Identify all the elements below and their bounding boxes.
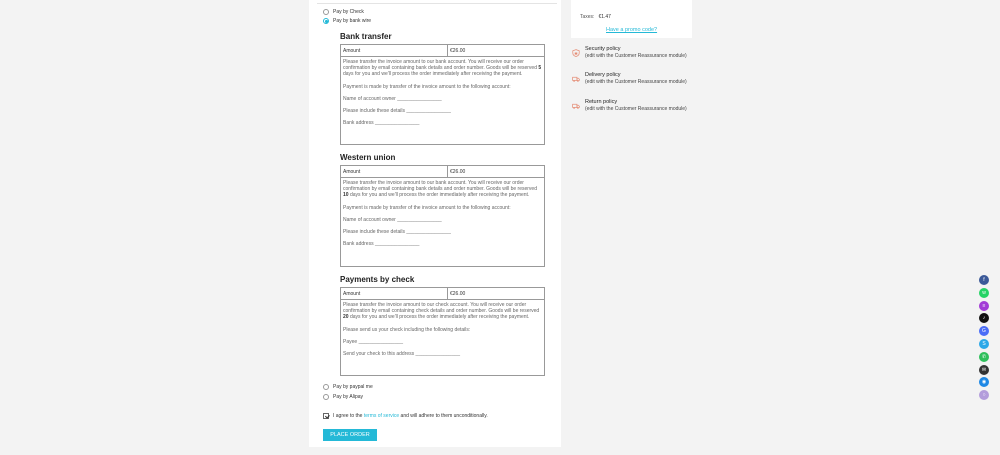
reassurance-return (572, 99, 692, 112)
instruction-text: Payment is made by transfer of the invoice amount to the following account: (343, 83, 511, 90)
instruction-text: Payment is made by transfer of the invoice amount to the following account: (343, 204, 511, 211)
payment-option-label: Pay by Check (333, 9, 364, 15)
chat-toggle-icon[interactable]: ○ (979, 390, 989, 400)
payment-instructions: Please transfer the invoice amount to our bank account. You will receive our order confirmation by email containing bank details and order number. Goods will be reserved 10 days for you and we'll process the order immediately after receiving the payment. Payment is made by transfer of the invoice amount to the following account: Name of account owner ________________ Please include these details ________________ Bank address ________________ (340, 178, 545, 267)
whatsapp-icon[interactable]: w (979, 288, 989, 298)
terms-checkbox[interactable] (323, 413, 329, 419)
amount-label: Amount (341, 288, 448, 299)
payment-option-label: Pay by paypal me (333, 384, 373, 390)
payment-instructions: Please transfer the invoice amount to our bank account. You will receive our order confirmation by email containing bank details and order number. Goods will be reserved 5 days for you and we'll process the order immediately after receiving the payment. Payment is made by transfer of the invoice amount to the following account: Name of account owner ________________ Please include these details ________________ Bank address ________________ (340, 57, 545, 145)
reassurance-title: Return policy (585, 99, 618, 105)
reassurance-delivery (572, 72, 692, 85)
taxes-value: €1.47 (598, 14, 611, 20)
terms-agreement (323, 413, 488, 419)
account-owner-text: Name of account owner ________________ (343, 95, 442, 102)
skype-icon[interactable]: S (979, 339, 989, 349)
section-title: Western union (340, 153, 396, 162)
section-title: Payments by check (340, 275, 415, 284)
bank-address-text: Bank address ________________ (343, 241, 420, 248)
email-icon[interactable]: ✉ (979, 365, 989, 375)
shield-icon (572, 49, 580, 57)
facebook-icon[interactable]: f (979, 275, 989, 285)
payment-instructions: Please transfer the invoice amount to our check account. You will receive our order confirmation by email containing check details and order number. Goods will be reserved 20 days for you and we'll process the order immediately after receiving the payment. Please send us your check including the following details: Payee ________________ Send your check to this address ________________ (340, 300, 545, 376)
terms-of-service-link[interactable]: terms of service (363, 413, 400, 419)
amount-table (340, 44, 545, 57)
reassurance-subtitle: (edit with the Customer Reassurance module) (585, 78, 687, 85)
radio-button[interactable] (323, 384, 329, 390)
tiktok-icon[interactable]: ♪ (979, 313, 989, 323)
reassurance-subtitle: (edit with the Customer Reassurance module) (585, 52, 687, 59)
amount-value: €26.00 (450, 291, 466, 297)
reassurance-title: Delivery policy (585, 72, 621, 78)
messenger-icon[interactable]: ◉ (979, 377, 989, 387)
payment-option-label: Pay by Alipay (333, 394, 364, 400)
instruction-text: Please send us your check including the following details: (343, 326, 471, 333)
google-icon[interactable]: G (979, 326, 989, 336)
return-icon (572, 102, 580, 110)
details-text: Please include these details ________________ (343, 229, 451, 236)
amount-table (340, 165, 545, 178)
payments-by-check-section (340, 275, 545, 376)
taxes-label: Taxes: (580, 14, 595, 20)
reassurance-security (572, 46, 692, 59)
western-union-section (340, 153, 545, 267)
amount-label: Amount (341, 166, 448, 177)
truck-icon (572, 75, 580, 83)
messenger-chat-icon[interactable]: ≡ (979, 301, 989, 311)
payment-option-bank-wire[interactable] (323, 18, 371, 24)
payment-option-alipay[interactable] (323, 394, 363, 400)
bank-address-text: Bank address ________________ (343, 120, 420, 127)
amount-label: Amount (341, 45, 448, 56)
taxes-row (580, 14, 611, 20)
divider (317, 3, 557, 4)
reassurance-subtitle: (edit with the Customer Reassurance module) (585, 105, 687, 112)
payee-text: Payee ________________ (343, 338, 404, 345)
amount-table (340, 287, 545, 300)
account-owner-text: Name of account owner ________________ (343, 216, 442, 223)
promo-code-link[interactable]: Have a promo code? (606, 27, 658, 33)
amount-value: €26.00 (450, 169, 466, 175)
radio-button[interactable] (323, 394, 329, 400)
details-text: Please include these details ________________ (343, 108, 451, 115)
radio-button[interactable] (323, 18, 329, 24)
phone-icon[interactable]: ✆ (979, 352, 989, 362)
payment-option-paypal[interactable] (323, 384, 373, 390)
bank-transfer-section (340, 32, 545, 145)
place-order-button[interactable]: PLACE ORDER (323, 429, 377, 441)
payment-option-check[interactable] (323, 9, 364, 15)
section-title: Bank transfer (340, 32, 392, 41)
payment-option-label: Pay by bank wire (333, 18, 372, 24)
terms-text: I agree to the terms of service and will adhere to them unconditionally. (333, 413, 488, 419)
amount-value: €26.00 (450, 48, 466, 54)
reassurance-title: Security policy (585, 46, 621, 52)
radio-button[interactable] (323, 9, 329, 15)
address-text: Send your check to this address ________________ (343, 351, 461, 358)
